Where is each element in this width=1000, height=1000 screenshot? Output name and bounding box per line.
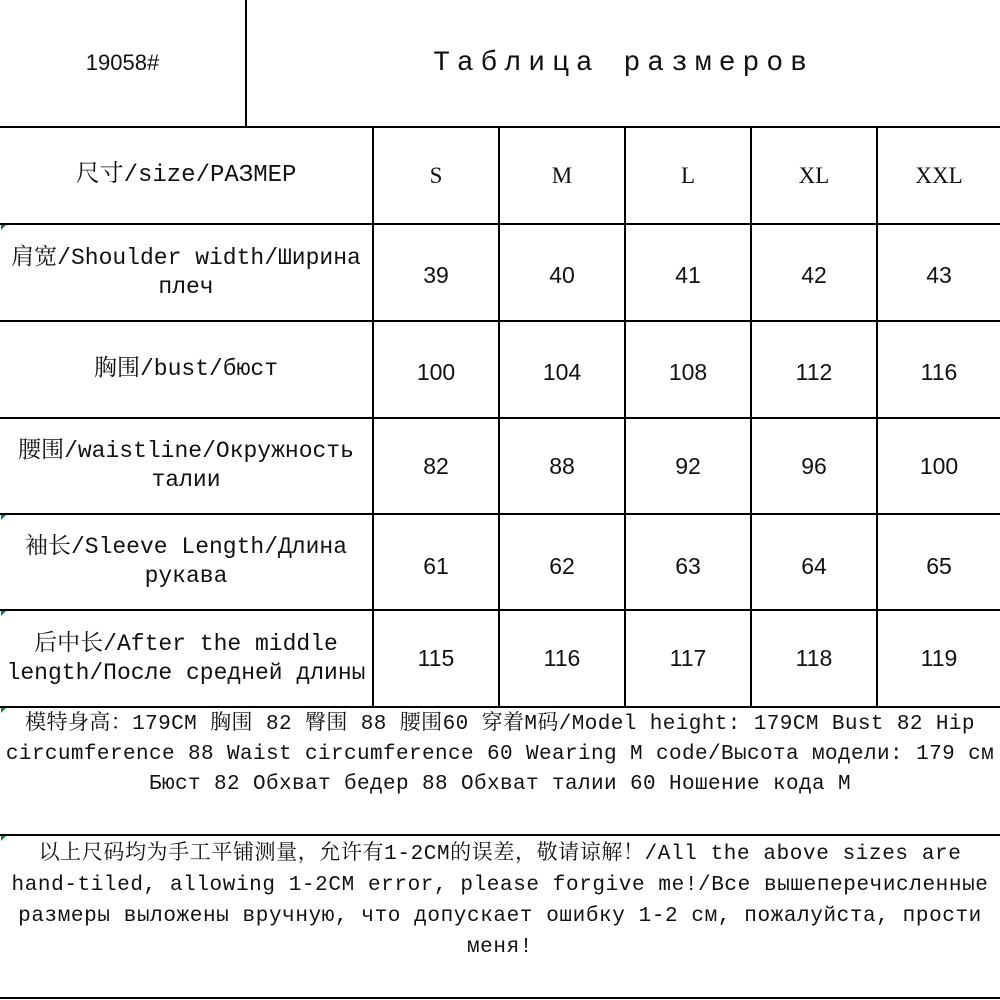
table-cell: 64 <box>801 552 827 579</box>
row-label-back-length: 后中长/After the middle length/После средней длины <box>6 630 366 686</box>
table-cell: 96 <box>801 452 827 479</box>
table-cell: 116 <box>920 359 958 385</box>
table-cell: 108 <box>668 359 708 385</box>
table-cell: 82 <box>423 452 449 479</box>
table-cell: 65 <box>926 552 952 579</box>
table-cell: 117 <box>669 645 707 671</box>
table-cell: 100 <box>416 359 456 385</box>
table-cell: 100 <box>919 452 959 479</box>
table-cell: 112 <box>795 359 833 385</box>
table-cell: 118 <box>795 645 833 671</box>
table-cell: 42 <box>801 262 827 288</box>
model-info-note: 模特身高：179CM 胸围 82 臀围 88 腰围60 穿着M码/Model height: 179CM Bust 82 Hip circumference 88 Waist circumference 60 Wearing M code/Высота модели: 179 см Бюст 82 Обхват бедер 88 Обхват талии 60 Ношение кода M <box>5 713 995 796</box>
row-label-waistline: 腰围/waistline/Окружность талии <box>18 438 354 493</box>
grid-line <box>0 997 1000 999</box>
size-m: M <box>551 162 573 188</box>
table-cell: 39 <box>423 262 449 288</box>
size-s: S <box>429 162 443 188</box>
row-label-sleeve-length: 袖长/Sleeve Length/Длина рукава <box>24 534 348 589</box>
table-cell: 41 <box>675 262 701 288</box>
table-cell: 61 <box>423 552 449 579</box>
row-label-shoulder-width: 肩宽/Shoulder width/Ширина плеч <box>11 244 361 300</box>
table-cell: 116 <box>543 645 581 671</box>
table-cell: 104 <box>542 359 582 385</box>
grid-line <box>0 834 1000 836</box>
row-label-bust: 胸围/bust/бюст <box>93 356 279 382</box>
table-cell: 88 <box>549 452 575 479</box>
size-header-label: 尺寸/size/РАЗМЕР <box>75 162 297 189</box>
table-cell: 92 <box>675 452 701 479</box>
size-xl: XL <box>798 162 830 188</box>
size-xxl: XXL <box>915 162 963 188</box>
table-cell: 40 <box>549 262 575 288</box>
size-l: L <box>680 162 696 188</box>
table-cell: 62 <box>549 552 575 579</box>
product-code: 19058# <box>85 50 160 75</box>
table-cell: 63 <box>675 552 701 579</box>
table-cell: 119 <box>920 645 958 671</box>
table-cell: 43 <box>926 262 952 288</box>
measurement-disclaimer: 以上尺码均为手工平铺测量，允许有1-2CM的误差，敬请谅解！/All the above sizes are hand-tiled, allowing 1-2CM error, please forgive me!/Все вышеперечисленные размеры выложены вручную, что допускает ошибку 1-2 см, пожалуйста, прости меня! <box>11 843 989 959</box>
page-title: Таблица размеров <box>433 47 814 79</box>
grid-line <box>0 706 1000 708</box>
table-cell: 115 <box>417 645 455 671</box>
